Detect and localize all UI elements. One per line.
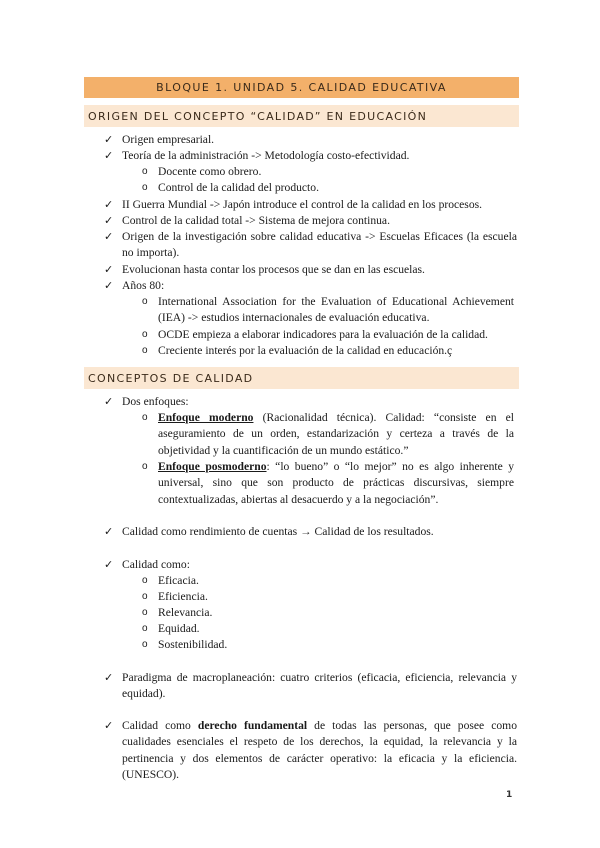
enfoque-posmoderno — [158, 459, 514, 508]
sub-list-item: Sostenibilidad. — [158, 638, 228, 651]
list-item: Dos enfoques: — [122, 395, 189, 408]
page-number: 1 — [506, 790, 513, 800]
sub-list-item: OCDE empieza a elaborar indicadores para la evaluación de la calidad. — [158, 328, 488, 341]
bullet-icon: o — [142, 345, 148, 356]
enfoque-posmoderno-text: : “lo bueno” o “lo mejor” no es algo inherente y universal, sino que son producto de prácticas discursivas, siempre contextualizadas, abiertas al desacuerdo y a la negociación”. — [158, 460, 514, 506]
list-item-derecho — [122, 718, 517, 783]
bullet-icon: o — [142, 296, 148, 307]
bullet-icon: o — [142, 607, 148, 618]
list-item: Teoría de la administración -> Metodología costo-efectividad. — [122, 149, 410, 162]
sub-list-item: Eficacia. — [158, 574, 199, 587]
check-icon: ✓ — [104, 198, 114, 211]
derecho-pre: Calidad como — [122, 719, 198, 732]
enfoque-posmoderno-label: Enfoque posmoderno — [158, 460, 267, 473]
enfoque-moderno — [158, 410, 514, 459]
list-item: Paradigma de macroplaneación: cuatro criterios (eficacia, eficiencia, relevancia y equidad). — [122, 671, 517, 701]
sub-list-item: International Association for the Evaluation of Educational Achievement (IEA) -> estudios internacionales de evaluación educativa. — [158, 295, 514, 325]
section-heading-conceptos — [84, 367, 519, 389]
check-icon: ✓ — [104, 149, 114, 162]
document-title: BLOQUE 1. UNIDAD 5. CALIDAD EDUCATIVA — [156, 81, 447, 94]
derecho-bold: derecho fundamental — [197, 719, 308, 732]
check-icon: ✓ — [104, 395, 114, 408]
section-heading-origen — [84, 105, 519, 127]
sub-list-item: Docente como obrero. — [158, 165, 262, 178]
check-icon: ✓ — [104, 719, 114, 732]
bullet-icon: o — [142, 166, 148, 177]
bullet-icon: o — [142, 639, 148, 650]
list-item: Evolucionan hasta contar los procesos que se dan en las escuelas. — [122, 263, 425, 276]
check-icon: ✓ — [104, 230, 114, 243]
list-item: Calidad como rendimiento de cuentas → Calidad de los resultados. — [122, 525, 434, 538]
bullet-icon: o — [142, 329, 148, 340]
list-item: Origen de la investigación sobre calidad educativa -> Escuelas Eficaces (la escuela no importa). — [122, 230, 517, 260]
enfoque-moderno-text: (Racionalidad técnica). Calidad: “consiste en el aseguramiento de un orden, estandarización y certeza a través de la objetividad y la cuantificación de un mundo estático.” — [158, 411, 515, 457]
enfoque-moderno-label: Enfoque moderno — [158, 411, 254, 424]
list-item: Control de la calidad total -> Sistema de mejora continua. — [122, 214, 390, 227]
bullet-icon: o — [142, 623, 148, 634]
bullet-icon: o — [142, 461, 148, 472]
section-title: ORIGEN DEL CONCEPTO “CALIDAD” EN EDUCACIÓN — [88, 109, 428, 123]
check-icon: ✓ — [104, 671, 114, 684]
bullet-icon: o — [142, 575, 148, 586]
derecho-post: de todas las personas, que posee como cualidades esenciales el respeto de los derechos, la equidad, la relevancia y la pertinencia y dos elementos de carácter operativo: la eficacia y la eficiencia. (UNESCO). — [122, 719, 517, 781]
list-item: II Guerra Mundial -> Japón introduce el control de la calidad en los procesos. — [122, 198, 483, 211]
section-title: CONCEPTOS DE CALIDAD — [88, 371, 254, 385]
list-item: Origen empresarial. — [122, 133, 215, 146]
bullet-icon: o — [142, 591, 148, 602]
sub-list-item: Eficiencia. — [158, 590, 208, 603]
check-icon: ✓ — [104, 279, 114, 292]
sub-list-item: Control de la calidad del producto. — [158, 181, 319, 194]
check-icon: ✓ — [104, 558, 114, 571]
document-title-banner — [84, 77, 519, 98]
check-icon: ✓ — [104, 133, 114, 146]
sub-list-item: Equidad. — [158, 622, 200, 635]
list-item: Años 80: — [122, 279, 165, 292]
check-icon: ✓ — [104, 263, 114, 276]
list-item: Calidad como: — [122, 558, 190, 571]
check-icon: ✓ — [104, 214, 114, 227]
sub-list-item: Relevancia. — [158, 606, 213, 619]
check-icon: ✓ — [104, 525, 114, 538]
bullet-icon: o — [142, 182, 148, 193]
sub-list-item: Creciente interés por la evaluación de la calidad en educación.ç — [158, 344, 453, 357]
bullet-icon: o — [142, 412, 148, 423]
